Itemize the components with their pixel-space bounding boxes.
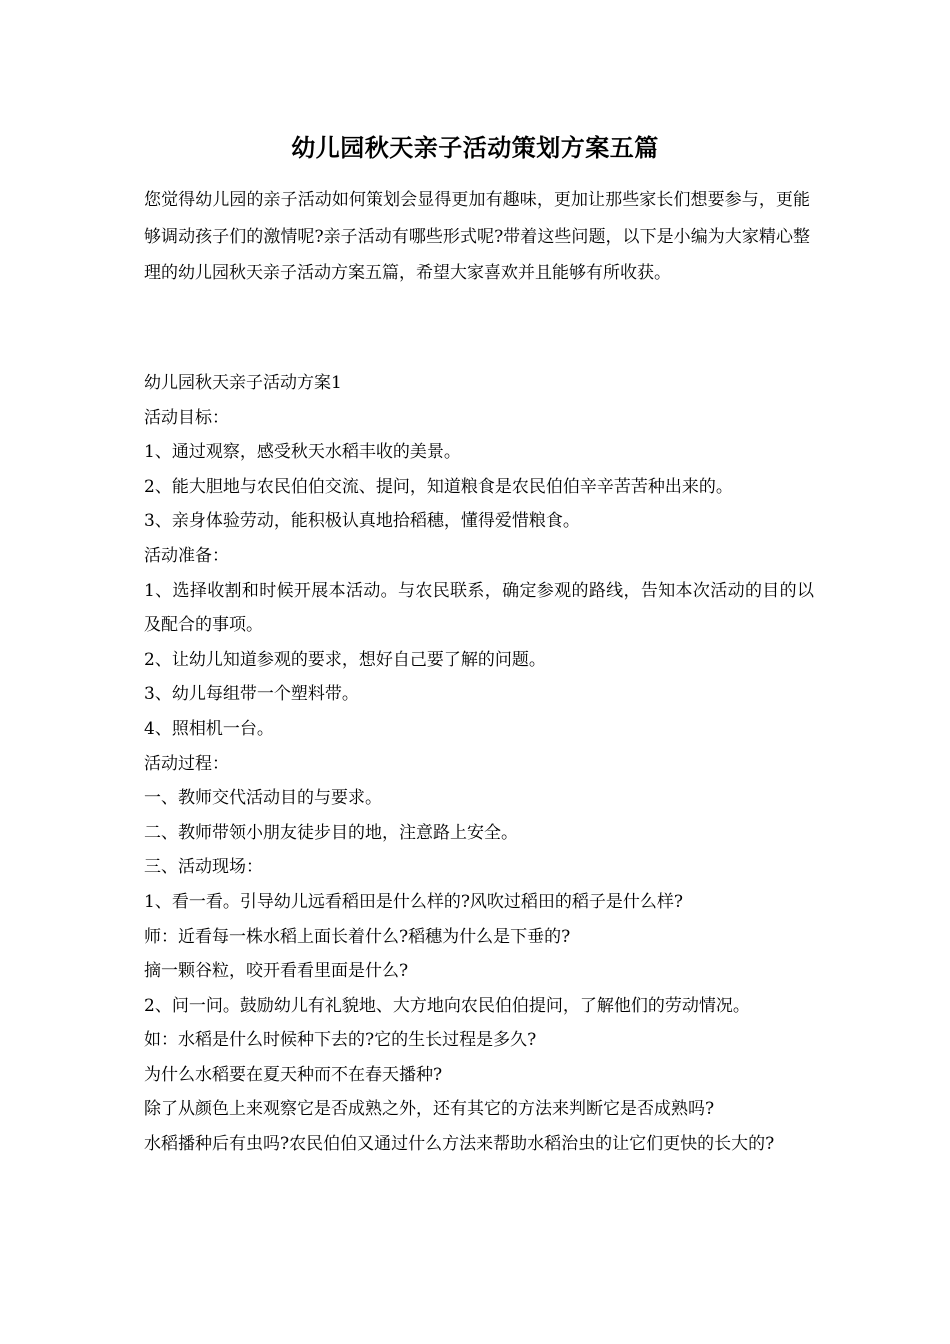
subheading-goals: 活动目标：: [144, 407, 229, 428]
process-detail: 师：近看每一株水稻上面长着什么?稻穗为什么是下垂的?: [144, 926, 571, 947]
process-detail: 如：水稻是什么时候种下去的?它的生长过程是多久?: [144, 1030, 537, 1051]
preparation-item: 1、选择收割和时候开展本活动。与农民联系，确定参观的路线，告知本次活动的目的以及配合的事项。: [144, 580, 814, 636]
document-title: 幼儿园秋天亲子活动策划方案五篇: [291, 133, 659, 162]
process-detail: 除了从颜色上来观察它是否成熟之外，还有其它的方法来判断它是否成熟吗?: [144, 1099, 715, 1120]
process-detail: 水稻播种后有虫吗?农民伯伯又通过什么方法来帮助水稻治虫的让它们更快的长大的?: [144, 1134, 775, 1155]
subheading-preparation: 活动准备：: [144, 545, 229, 566]
process-detail: 1、看一看。引导幼儿远看稻田是什么样的?风吹过稻田的稻子是什么样?: [144, 891, 684, 912]
process-item: 一、教师交代活动目的与要求。: [144, 788, 382, 809]
subheading-process: 活动过程：: [144, 753, 229, 774]
intro-paragraph: 您觉得幼儿园的亲子活动如何策划会显得更加有趣味，更加让那些家长们想要参与，更能够调动孩子们的激情呢?亲子活动有哪些形式呢?带着这些问题，以下是小编为大家精心整理的幼儿园秋天亲子活动方案五篇，希望大家喜欢并且能够有所收获。: [144, 190, 810, 283]
process-detail: 为什么水稻要在夏天种而不在春天播种?: [144, 1064, 443, 1085]
goal-item: 3、亲身体验劳动，能积极认真地拾稻穗，懂得爱惜粮食。: [144, 511, 580, 532]
goal-item: 2、能大胆地与农民伯伯交流、提问，知道粮食是农民伯伯辛辛苦苦种出来的。: [144, 476, 733, 497]
document-body: [144, 366, 814, 1162]
process-item: 三、活动现场：: [144, 857, 263, 878]
preparation-item: 2、让幼儿知道参观的要求，想好自己要了解的问题。: [144, 649, 546, 670]
preparation-item: 3、幼儿每组带一个塑料带。: [144, 684, 359, 705]
section-heading: 幼儿园秋天亲子活动方案1: [144, 373, 342, 393]
preparation-item: 4、照相机一台。: [144, 718, 274, 739]
goal-item: 1、通过观察，感受秋天水稻丰收的美景。: [144, 442, 461, 463]
process-item: 二、教师带领小朋友徒步目的地，注意路上安全。: [144, 822, 518, 843]
process-detail: 2、问一问。鼓励幼儿有礼貌地、大方地向农民伯伯提问，了解他们的劳动情况。: [144, 995, 750, 1016]
process-detail: 摘一颗谷粒，咬开看看里面是什么?: [144, 961, 409, 982]
